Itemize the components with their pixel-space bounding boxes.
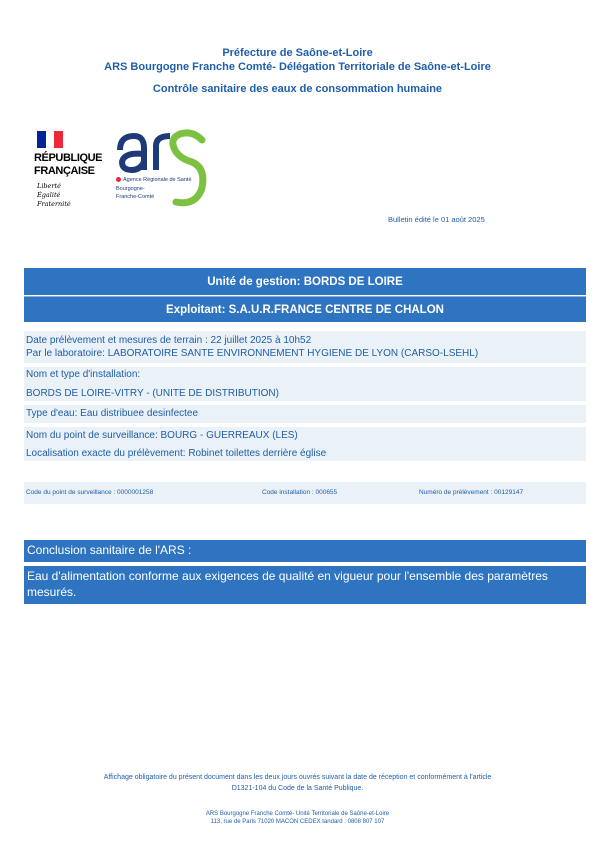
document-header: [0, 46, 595, 96]
republique-francaise-logo: [34, 131, 106, 221]
codes-row: [24, 482, 586, 504]
installation-label: Nom et type d'installation:: [26, 369, 141, 380]
laboratoire: Par le laboratoire: LABORATOIRE SANTE ENVIRONNEMENT HYGIENE DE LYON (CARSO-LSEHL): [26, 348, 479, 359]
french-flag-icon: [37, 131, 63, 148]
ars-subtitle: Agence Régionale de Santé: [116, 177, 192, 184]
affichage-notice: Affichage obligatoire du présent document dans les deux jours ouvrés suivant la date de réception et conformément à l'article D1321-104 du Code de la Santé Publique.: [103, 774, 492, 792]
installation-box: [24, 367, 586, 401]
type-eau: Type d'eau: Eau distribuee desinfectee: [26, 408, 199, 419]
exploitant-band: Exploitant: S.A.U.R.FRANCE CENTRE DE CHALON: [24, 296, 586, 322]
header-controle: Contrôle sanitaire des eaux de consommation humaine: [152, 83, 443, 95]
header-prefecture: Préfecture de Saône-et-Loire: [222, 47, 373, 59]
code-point-surveillance: Code du point de surveillance : 0000001258: [26, 489, 154, 496]
unite-gestion-band: Unité de gestion: BORDS DE LOIRE: [24, 268, 586, 295]
date-prelevement: Date prélèvement et mesures de terrain : 22 juillet 2025 à 10h52: [26, 335, 312, 346]
point-surveillance: Nom du point de surveillance: BOURG - GUERREAUX (LES): [26, 430, 298, 441]
numero-prelevement: Numéro de prélèvement : 00129147: [419, 489, 524, 496]
installation-value: BORDS DE LOIRE-VITRY - (UNITE DE DISTRIBUTION): [26, 388, 279, 399]
conclusion-title: Conclusion sanitaire de l'ARS :: [24, 540, 586, 562]
bulletin-date: Bulletin édité le 01 août 2025: [388, 215, 485, 224]
conclusion-text: Eau d'alimentation conforme aux exigences de qualité en vigueur pour l'ensemble des paramètres mesurés.: [24, 566, 586, 604]
rf-name: RÉPUBLIQUE FRANÇAISE: [34, 152, 103, 177]
localisation-prelevement: Localisation exacte du prélèvement: Robinet toilettes derrière église: [26, 448, 327, 459]
prelevement-box: [24, 331, 586, 363]
surveillance-box: [24, 427, 586, 461]
ars-address: ARS Bourgogne Franche Comté- Unité Territoriale de Saône-et-Loire 113, rue de Paris 71020 MACON CEDEX tandard : 0808 807 107: [205, 811, 390, 825]
header-ars-delegation: ARS Bourgogne Franche Comté- Délégation Territoriale de Saône-et-Loire: [104, 61, 491, 73]
ars-region: Bourgogne- Franche-Comté: [116, 186, 155, 200]
type-eau-box: [24, 405, 586, 423]
code-installation: Code installation : 000655: [262, 489, 338, 496]
ars-logo: [114, 126, 214, 216]
rf-motto: Liberté Égalité Fraternité: [37, 182, 71, 208]
